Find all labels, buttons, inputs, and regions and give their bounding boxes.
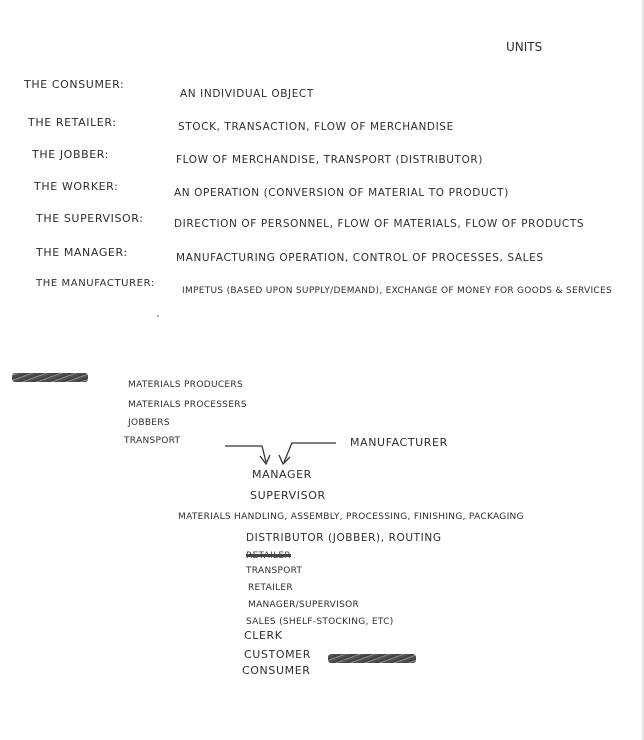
supplier-jobbers: JOBBERS xyxy=(128,418,170,428)
manufacturer-label: MANUFACTURER xyxy=(350,436,448,449)
supplier-materials-processers: MATERIALS PROCESSERS xyxy=(128,400,247,410)
def-worker: AN OPERATION (CONVERSION OF MATERIAL TO PRODUCT) xyxy=(174,187,509,199)
chain-supervisor: SUPERVISOR xyxy=(250,489,326,502)
chain-manager-supervisor: MANAGER/SUPERVISOR xyxy=(248,600,360,610)
term-retailer: THE RETAILER: xyxy=(28,116,117,129)
chain-materials-handling: MATERIALS HANDLING, ASSEMBLY, PROCESSING, FINISHING, PACKAGING xyxy=(178,512,524,522)
chain-distributor: DISTRIBUTOR (JOBBER), ROUTING xyxy=(246,532,442,544)
term-consumer: THE CONSUMER: xyxy=(24,78,125,91)
chain-customer: CUSTOMER xyxy=(244,648,311,661)
def-manager: MANUFACTURING OPERATION, CONTROL OF PROCESSES, SALES xyxy=(176,252,544,264)
term-supervisor: THE SUPERVISOR: xyxy=(36,212,144,225)
chain-transport: TRANSPORT xyxy=(246,566,303,576)
term-manufacturer: THE MANUFACTURER: xyxy=(36,278,155,289)
chain-retailer-crossed: RETAILER xyxy=(246,551,291,561)
chain-consumer: CONSUMER xyxy=(242,664,311,677)
term-manager: THE MANAGER: xyxy=(36,246,128,259)
supplier-materials-producers: MATERIALS PRODUCERS xyxy=(128,380,243,390)
term-jobber: THE JOBBER: xyxy=(32,148,109,161)
chain-clerk: CLERK xyxy=(244,629,283,642)
def-consumer: AN INDIVIDUAL OBJECT xyxy=(180,88,314,100)
chain-manager: MANAGER xyxy=(252,468,312,481)
term-worker: THE WORKER: xyxy=(34,180,119,193)
supplier-transport: TRANSPORT xyxy=(124,436,181,446)
def-jobber: FLOW OF MERCHANDISE, TRANSPORT (DISTRIBUTOR) xyxy=(176,154,484,166)
def-manufacturer: IMPETUS (BASED UPON SUPPLY/DEMAND), EXCHANGE OF MONEY FOR GOODS & SERVICES xyxy=(182,286,613,296)
def-supervisor: DIRECTION OF PERSONNEL, FLOW OF MATERIALS, FLOW OF PRODUCTS xyxy=(174,218,585,230)
chain-sales: SALES (SHELF-STOCKING, ETC) xyxy=(246,617,394,627)
def-retailer: STOCK, TRANSACTION, FLOW OF MERCHANDISE xyxy=(178,121,454,133)
units-header: UNITS xyxy=(506,40,543,54)
chain-retailer: RETAILER xyxy=(248,583,293,593)
